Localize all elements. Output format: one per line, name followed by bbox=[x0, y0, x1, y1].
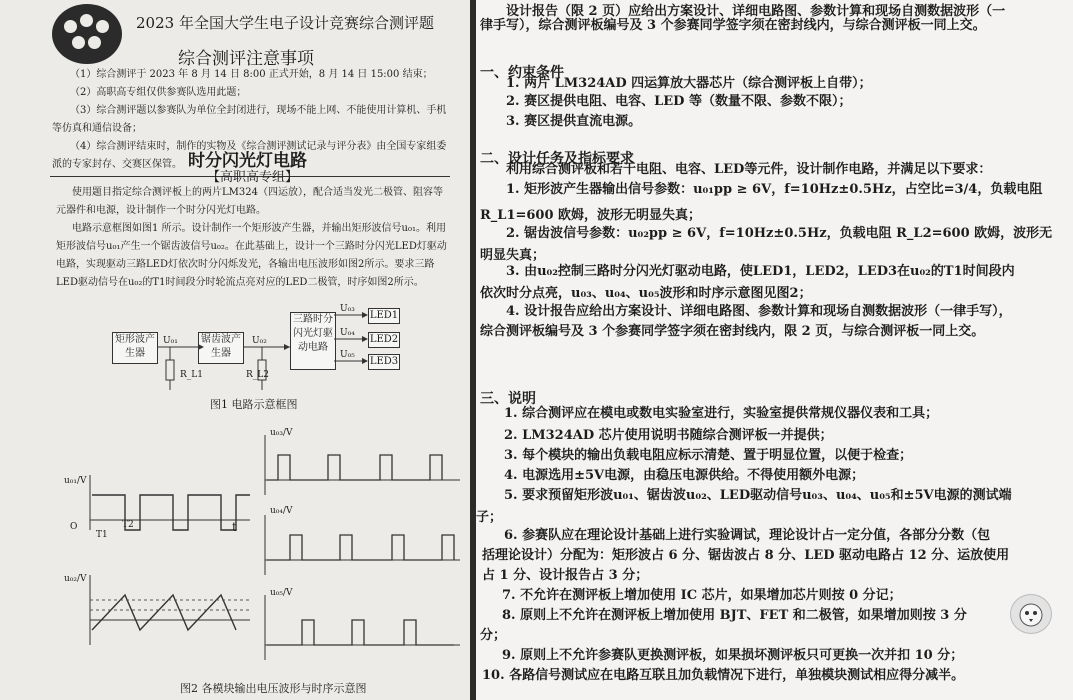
wave-t-axis: t bbox=[232, 520, 237, 534]
left-page bbox=[0, 0, 470, 700]
u01-label: U₀₁ bbox=[163, 336, 178, 346]
note-line: 占 1 分、设计报告占 3 分； bbox=[482, 568, 649, 583]
note-line: 6. 参赛队应在理论设计基础上进行实验调试，理论设计占一定分值，各部分分数（包 bbox=[504, 528, 991, 543]
intro-line: 电路，实现驱动三路LED灯依次时分闪烁发光，各输出电压波形如图2所示。要求三路 bbox=[56, 259, 435, 270]
intro-line: 电路示意框图如图1 所示。设计制作一个矩形波产生器，并输出矩形波信号u₀₁。利用 bbox=[72, 223, 446, 234]
sawtooth-box: 锯齿波产生器 bbox=[198, 332, 244, 364]
notice-line: （3）综合测评题以参赛队为单位全封闭进行，现场不能上网、不能使用计算机、手机 bbox=[70, 105, 447, 116]
note-line: 4. 电源选用±5V电源，由稳压电源供给。不得使用额外电源； bbox=[504, 468, 865, 483]
intro-line: LED驱动信号在u₀₂的T1时间段分时轮流点亮对应的LED二极管，时序如图2所示。 bbox=[56, 277, 424, 288]
contest-logo bbox=[52, 4, 122, 64]
note-line: 括理论设计）分配为：矩形波占 6 分、锯齿波占 8 分、LED 驱动电路占 12 分、运放使用 bbox=[482, 548, 1010, 563]
right-page bbox=[476, 0, 1073, 700]
task-line: 2. 锯齿波信号参数：u₀₂pp ≥ 6V，f=10Hz±0.5Hz，负载电阻 R_L2=600 欧姆，波形无 bbox=[506, 226, 1053, 241]
notice-line: 等仿真和通信设备； bbox=[52, 123, 142, 134]
figure2-caption: 图2 各模块输出电压波形与时序示意图 bbox=[180, 682, 367, 695]
task-line: 4. 设计报告应给出方案设计、详细电路图、参数计算和现场自测数据波形（一律手写）， bbox=[506, 304, 1012, 319]
report-line: 设计报告（限 2 页）应给出方案设计、详细电路图、参数计算和现场自测数据波形（一 bbox=[506, 4, 1006, 19]
rl2-label: R_L2 bbox=[246, 370, 269, 380]
wave-u05-label: u₀₅/V bbox=[270, 588, 293, 598]
wave-origin: O bbox=[70, 522, 78, 532]
u03-label: U₀₃ bbox=[340, 304, 355, 314]
notice-title: 综合测评注意事项 bbox=[178, 49, 314, 69]
wave-u01-label: u₀₁/V bbox=[64, 476, 87, 486]
notice-line: （2）高职高专组仅供参赛队选用此题； bbox=[70, 87, 247, 98]
report-line: 律手写），综合测评板编号及 3 个参赛同学签字须在密封线内，与综合测评板一同上交。 bbox=[480, 18, 986, 33]
waveform-figure bbox=[50, 415, 470, 685]
exam-header: 2023 年全国大学生电子设计竞赛综合测评题 bbox=[136, 14, 434, 32]
note-line: 子； bbox=[476, 510, 503, 525]
wave-T2-label: T2 bbox=[122, 520, 134, 530]
diagram-wires bbox=[100, 300, 420, 400]
constraint-item: 2. 赛区提供电阻、电容、LED 等（数量不限、参数不限）； bbox=[506, 94, 852, 109]
wave-u02-label: u₀₂/V bbox=[64, 574, 87, 584]
u05-label: U₀₅ bbox=[340, 350, 355, 360]
note-line: 8. 原则上不允许在测评板上增加使用 BJT、FET 和二极管，如果增加则按 3 分 bbox=[502, 608, 967, 623]
task-line: 明显失真； bbox=[480, 248, 546, 263]
notice-line: 派的专家封存、交赛区保管。 bbox=[52, 159, 182, 170]
notice-line: （4）综合测评结束时，制作的实物及《综合测评测试记录与评分表》由全国专家组委 bbox=[70, 141, 447, 152]
section-notes: 三、说明 bbox=[480, 391, 536, 407]
led2-box: LED2 bbox=[368, 332, 400, 348]
note-line: 10. 各路信号测试应在电路互联且加负载情况下进行，单独模块测试相应得分减半。 bbox=[482, 668, 965, 683]
led1-box: LED1 bbox=[368, 308, 400, 324]
note-line: 2. LM324AD 芯片使用说明书随综合测评板一并提供； bbox=[504, 428, 833, 443]
task-line: 3. 由u₀₂控制三路时分闪光灯驱动电路，使LED1，LED2，LED3在u₀₂的T1时间段内 bbox=[506, 264, 1015, 279]
notice-line: （1）综合测评于 2023 年 8 月 14 日 8:00 正式开始，8 月 14 日 15:00 结束； bbox=[70, 69, 433, 80]
note-line: 1. 综合测评应在模电或数电实验室进行，实验室提供常规仪器仪表和工具； bbox=[504, 406, 939, 421]
wave-u03-label: u₀₃/V bbox=[270, 428, 293, 438]
constraint-item: 3. 赛区提供直流电源。 bbox=[506, 114, 642, 129]
note-line: 分； bbox=[480, 628, 507, 643]
intro-line: 使用题目指定综合测评板上的两片LM324（四运放），配合适当发光二极管、阻容等 bbox=[72, 187, 443, 198]
figure1-caption: 图1 电路示意框图 bbox=[210, 398, 298, 411]
u04-label: U₀₄ bbox=[340, 328, 355, 338]
wave-T1-label: T1 bbox=[96, 530, 108, 540]
wave-u04-label: u₀₄/V bbox=[270, 506, 293, 516]
rl1-label: R_L1 bbox=[180, 370, 203, 380]
section-constraints: 一、约束条件 bbox=[480, 65, 564, 81]
note-line: 5. 要求预留矩形波u₀₁、锯齿波u₀₂、LED驱动信号u₀₃、u₀₄、u₀₅和±5V电源的测试端 bbox=[504, 488, 1012, 503]
problem-subtitle: 【高职高专组】 bbox=[207, 170, 299, 185]
led-driver-box: 三路时分闪光灯驱动电路 bbox=[290, 312, 336, 370]
task-line: 利用综合测评板和若干电阻、电容、LED等元件，设计制作电路，并满足以下要求： bbox=[506, 162, 992, 177]
rect-wave-box: 矩形波产生器 bbox=[112, 332, 158, 364]
task-line: 依次时分点亮，u₀₃、u₀₄、u₀₅波形和时序示意图见图2； bbox=[480, 286, 812, 301]
task-line: R_L1=600 欧姆，波形无明显失真； bbox=[480, 208, 702, 223]
note-line: 3. 每个模块的输出负载电阻应标示清楚、置于明显位置，以便于检查； bbox=[504, 448, 913, 463]
task-line: 1. 矩形波产生器输出信号参数：u₀₁pp ≥ 6V，f=10Hz±0.5Hz，占空比=3/4，负载电阻 bbox=[506, 182, 1043, 197]
section-tasks: 二、设计任务及指标要求 bbox=[480, 151, 634, 167]
intro-line: 矩形波信号u₀₁产生一个锯齿波信号u₀₂。在此基础上，设计一个三路时分闪光LED灯驱动 bbox=[56, 241, 447, 252]
problem-title: 时分闪光灯电路 bbox=[188, 151, 307, 171]
note-line: 7. 不允许在测评板上增加使用 IC 芯片，如果增加芯片则按 0 分记； bbox=[502, 588, 902, 603]
note-line: 9. 原则上不允许参赛队更换测评板，如果损坏测评板只可更换一次并扣 10 分； bbox=[502, 648, 964, 663]
u02-label: U₀₂ bbox=[252, 336, 267, 346]
floating-mascot-icon[interactable] bbox=[1010, 594, 1052, 634]
intro-line: 元器件和电源，设计制作一个时分闪光灯电路。 bbox=[56, 205, 266, 216]
led3-box: LED3 bbox=[368, 354, 400, 370]
task-line: 综合测评板编号及 3 个参赛同学签字须在密封线内，限 2 页，与综合测评板一同上交。 bbox=[480, 324, 985, 339]
constraint-item: 1. 两片 LM324AD 四运算放大器芯片（综合测评板上自带）； bbox=[506, 76, 872, 91]
